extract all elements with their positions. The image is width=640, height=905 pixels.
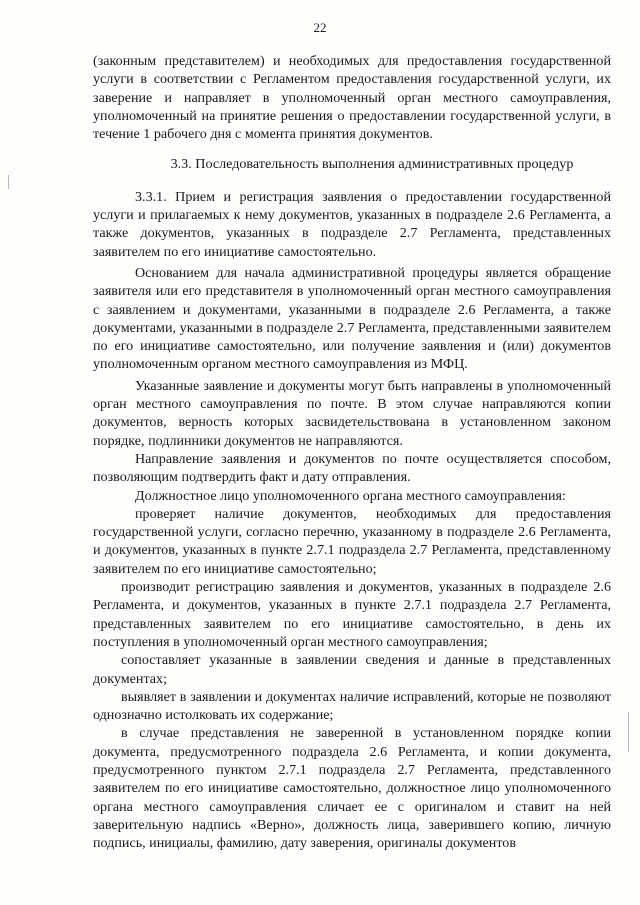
paragraph-official: Должностное лицо уполномоченного органа местного самоуправления: — [135, 487, 566, 504]
list-item-checks: проверяет наличие документов, необходимых для предоставления государственной услуги, согласно перечню, указанному в подразделе 2.6 Регламента, и документов, указанных в пункте 2.7.1 подраздела 2.7 Регламента, представленному заявителем по его инициативе самостоятельно; — [93, 505, 611, 577]
list-item-registers: производит регистрацию заявления и документов, указанных в подразделе 2.6 Регламента, и документов, указанных в пункте 2.7.1 подраздела 2.7 Регламента, представленных заявителем по его инициативе самостоятельно, в день их поступления в уполномоченный орган местного самоуправления; — [93, 579, 611, 650]
section-heading: 3.3. Последовательность выполнения административных процедур — [170, 156, 574, 173]
paragraph-basis: Основанием для начала административной процедуры является обращение заявителя или его представителя в уполномоченный орган местного самоуправления с заявлением и документами, указанными в подразделе 2.6 Регламента, а также документами, указанными в подразделе 2.7 Регламента, представленными заявителем по его инициативе самостоятельно, или получение заявления и (или) документов уполномоченным органом местного самоуправления из МФЦ. — [93, 264, 611, 373]
scan-mark-right — [628, 712, 629, 752]
paragraph-3-3-1: 3.3.1. Прием и регистрация заявления о предоставлении государственной услуги и прилагаемых к нему документов, указанных в подразделе 2.6 Регламента, а также документов, указанных в подразделе 2.7 Регламента, представленных заявителем по его инициативе самостоятельно. — [93, 188, 611, 260]
page-number: 22 — [313, 20, 327, 35]
paragraph-mail-method: Направление заявления и документов по почте осуществляется способом, позволяющим подтвердить факт и дату отправления. — [93, 450, 611, 486]
document-body — [93, 52, 611, 852]
list-item-certifies: в случае представления не заверенной в установленном порядке копии документа, предусмотренного подраздела 2.6 Регламента, и копии документа, предусмотренного пунктом 2.7.1 подраздела 2.7 Регламента, представленного заявителем по его инициативе самостоятельно, должностное лицо уполномоченного органа местного самоуправления сличает ее с оригиналом и ставит на ней заверительную надпись «Верно», должность лица, заверившего копию, личную подпись, инициалы, фамилию, дату заверения, оригиналы документов — [93, 725, 611, 852]
list-item-compares: сопоставляет указанные в заявлении сведения и данные в представленных документах; — [93, 652, 611, 687]
paragraph-continuation: (законным представителем) и необходимых для предоставления государственной услуги в соответствии с Регламентом предоставления государственной услуги, их заверение и направляет в уполномоченный орган местного самоуправления, уполномоченный на принятие решения о предоставлении государственной услуги, в течение 1 рабочего дня с момента принятия документов. — [93, 53, 611, 143]
paragraph-mail: Указанные заявление и документы могут быть направлены в уполномоченный орган местного самоуправления по почте. В этом случае направляются копии документов, верность которых засвидетельствована в установленном законом порядке, подлинники документов не направляются. — [93, 377, 611, 449]
list-item-detects: выявляет в заявлении и документах наличие исправлений, которые не позволяют однозначно истолковать их содержание; — [93, 688, 611, 724]
scan-mark-left — [8, 175, 9, 189]
